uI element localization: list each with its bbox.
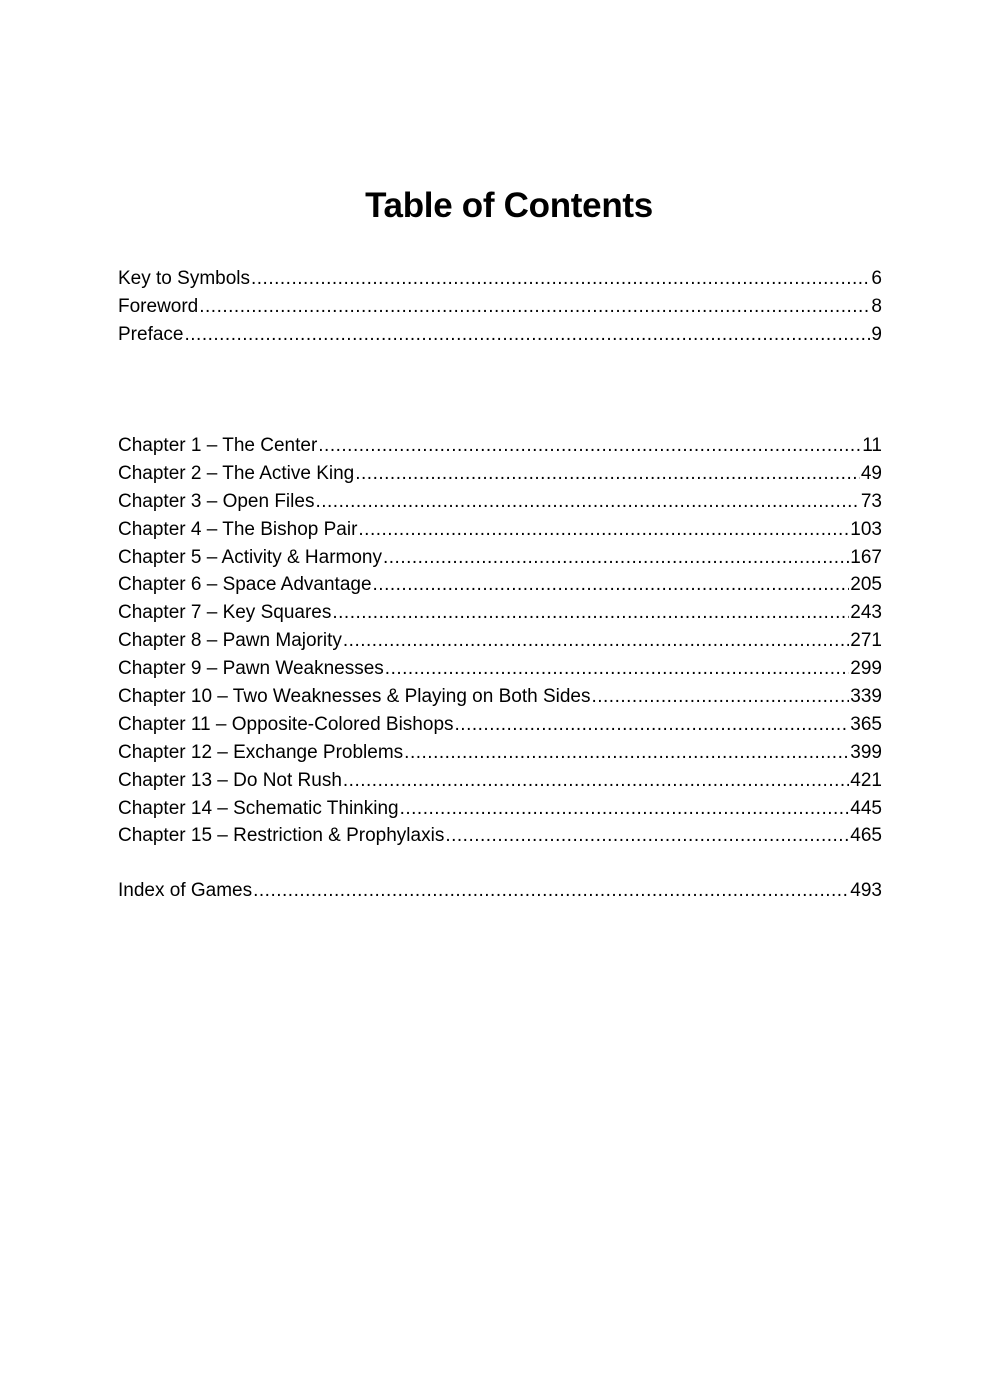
toc-entry-page-number: 299	[850, 658, 882, 680]
toc-entry-page-number: 73	[860, 490, 882, 512]
toc-entry-page-number: 493	[850, 880, 882, 901]
toc-entry[interactable]	[118, 571, 882, 599]
toc-entry[interactable]	[118, 488, 882, 516]
toc-entry[interactable]	[118, 877, 882, 905]
toc-entry-page-number: 205	[850, 574, 882, 596]
toc-entry-page-number: 339	[850, 686, 882, 708]
toc-entry-page-number: 9	[871, 323, 882, 345]
toc-entry[interactable]	[118, 822, 882, 850]
toc-entry[interactable]	[118, 432, 882, 460]
dot-leader	[318, 432, 861, 460]
toc-entry[interactable]	[118, 655, 882, 683]
toc-chapters	[118, 432, 882, 850]
toc-entry-title: Chapter 13 – Do Not Rush	[118, 769, 342, 791]
toc-entry-page-number: 49	[860, 462, 882, 484]
toc-entry-page-number: 103	[850, 518, 882, 540]
toc-entry-title: Index of Games	[118, 880, 253, 901]
dot-leader	[385, 655, 850, 683]
toc-entry-page-number: 445	[850, 797, 882, 819]
toc-entry-title: Chapter 10 – Two Weaknesses & Playing on Both Sides	[118, 686, 591, 708]
toc-entry[interactable]	[118, 321, 882, 349]
toc-entry-page-number: 271	[850, 630, 882, 652]
dot-leader	[358, 516, 849, 544]
toc-back-matter	[118, 877, 882, 905]
toc-front-matter	[118, 265, 882, 349]
toc-entry-page-number: 399	[850, 741, 882, 763]
toc-entry[interactable]	[118, 599, 882, 627]
toc-entry-title: Chapter 6 – Space Advantage	[118, 574, 372, 596]
dot-leader	[455, 711, 850, 739]
toc-entry[interactable]	[118, 516, 882, 544]
dot-leader	[315, 488, 859, 516]
dot-leader	[343, 767, 849, 795]
dot-leader	[332, 599, 849, 627]
dot-leader	[199, 293, 870, 321]
toc-entry-page-number: 167	[850, 546, 882, 568]
toc-entry-title: Chapter 1 – The Center	[118, 435, 318, 456]
toc-entry[interactable]	[118, 795, 882, 823]
toc-entry-title: Chapter 9 – Pawn Weaknesses	[118, 658, 384, 680]
toc-entry-title: Foreword	[118, 295, 199, 317]
toc-entry[interactable]	[118, 711, 882, 739]
toc-entry[interactable]	[118, 627, 882, 655]
toc-entry-title: Chapter 2 – The Active King	[118, 462, 355, 484]
dot-leader	[184, 321, 870, 349]
dot-leader	[355, 460, 860, 488]
toc-entry-title: Chapter 8 – Pawn Majority	[118, 630, 342, 652]
toc-entry-title: Chapter 12 – Exchange Problems	[118, 741, 404, 763]
dot-leader	[383, 544, 849, 572]
toc-entry-title: Chapter 5 – Activity & Harmony	[118, 546, 382, 568]
toc-entry-title: Chapter 3 – Open Files	[118, 490, 315, 512]
dot-leader	[445, 822, 849, 850]
toc-entry-title: Chapter 14 – Schematic Thinking	[118, 797, 399, 819]
toc-entry-page-number: 8	[871, 295, 882, 317]
dot-leader	[591, 683, 849, 711]
toc-entry-title: Chapter 11 – Opposite-Colored Bishops	[118, 713, 454, 735]
toc-entry[interactable]	[118, 460, 882, 488]
toc-entry-title: Chapter 15 – Restriction & Prophylaxis	[118, 825, 445, 847]
toc-entry[interactable]	[118, 683, 882, 711]
toc-entry[interactable]	[118, 544, 882, 572]
toc-entry-page-number: 365	[850, 713, 882, 735]
dot-leader	[373, 571, 850, 599]
toc-entry-title: Preface	[118, 323, 184, 345]
dot-leader	[343, 627, 849, 655]
dot-leader	[251, 265, 870, 293]
toc-entry-title: Key to Symbols	[118, 268, 250, 289]
toc-entry[interactable]	[118, 265, 882, 293]
toc-entry-title: Chapter 4 – The Bishop Pair	[118, 518, 358, 540]
toc-entry[interactable]	[118, 767, 882, 795]
toc-entry[interactable]	[118, 739, 882, 767]
dot-leader	[253, 877, 849, 905]
toc-entry[interactable]	[118, 293, 882, 321]
toc-entry-page-number: 243	[850, 602, 882, 624]
toc-entry-page-number: 465	[850, 825, 882, 847]
page-title: Table of Contents	[365, 186, 653, 225]
toc-entry-page-number: 6	[871, 268, 882, 289]
toc-entry-page-number: 11	[862, 435, 882, 456]
toc-entry-page-number: 421	[850, 769, 882, 791]
dot-leader	[400, 795, 850, 823]
dot-leader	[404, 739, 849, 767]
toc-entry-title: Chapter 7 – Key Squares	[118, 602, 332, 624]
